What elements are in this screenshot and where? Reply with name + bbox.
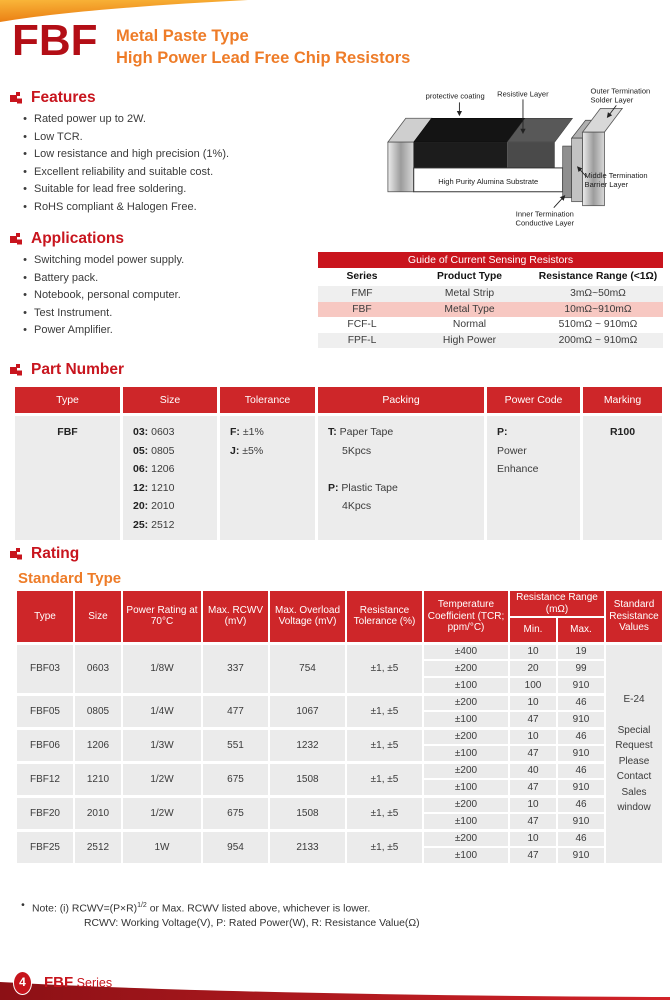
- rating-cell-overload: 1508: [269, 762, 346, 796]
- list-item: [18, 287, 184, 305]
- list-item-text: Switching model power supply.: [34, 254, 185, 266]
- rating-cell-standard: [605, 643, 663, 864]
- guide-table-cell: FBF: [352, 303, 372, 315]
- rating-cell-max: 99: [557, 660, 605, 677]
- rating-cell-max: 910: [557, 813, 605, 830]
- rating-cell-tcr: ±200: [423, 694, 509, 711]
- outer-termination-label-1: Outer Termination: [590, 86, 651, 96]
- resistive-layer-label: Resistive Layer: [497, 89, 549, 99]
- footer-series-code: FBF: [44, 974, 74, 991]
- rating-cell-tcr: ±100: [423, 847, 509, 864]
- part-number-cell: [15, 416, 120, 540]
- coating-front-face: [414, 142, 507, 168]
- standard-values-line: Request: [615, 740, 653, 752]
- page-title-line1: Metal Paste Type: [116, 27, 249, 45]
- rating-cell-max: 46: [557, 694, 605, 711]
- guide-table-cell: High Power: [442, 334, 497, 346]
- rating-cell-type: FBF05: [16, 694, 74, 728]
- rating-table-row: [16, 796, 663, 813]
- list-item: [18, 111, 229, 129]
- pn-col-type: Type: [15, 387, 120, 413]
- part-number-line: 5Kpcs: [342, 444, 372, 457]
- rating-cell-tolerance: ±1, ±5: [346, 643, 423, 694]
- rating-cell-min: 47: [509, 711, 557, 728]
- rating-cell-rcwv: 675: [202, 762, 269, 796]
- standard-values-line: [606, 707, 662, 723]
- footer-series-label: [44, 974, 112, 991]
- page-title-line2: High Power Lead Free Chip Resistors: [116, 49, 411, 67]
- part-number-cell: [487, 416, 580, 540]
- part-number-line: 12: 1210: [133, 481, 175, 494]
- rating-cell-max: 46: [557, 762, 605, 779]
- part-number-line: Power: [497, 444, 527, 457]
- note-superscript: 1/2: [137, 902, 147, 909]
- guide-table-row: [318, 333, 663, 349]
- rating-cell-min: 10: [509, 643, 557, 660]
- bullet-icon: •: [23, 324, 27, 337]
- rating-cell-rcwv: 337: [202, 643, 269, 694]
- part-number-table: [15, 387, 662, 540]
- guide-table-rows: [318, 286, 663, 348]
- list-item: [18, 199, 229, 217]
- note-line1: [16, 899, 656, 917]
- part-number-heading: [10, 361, 124, 379]
- part-number-cell: [123, 416, 217, 540]
- rating-table: [15, 589, 664, 865]
- applications-heading-label: Applications: [31, 230, 125, 247]
- rating-cell-rcwv: 954: [202, 830, 269, 864]
- rating-cell-max: 910: [557, 677, 605, 694]
- rating-cell-tolerance: ±1, ±5: [346, 830, 423, 864]
- rt-col-min: Min.: [509, 617, 557, 643]
- part-number-line: 03: 0603: [133, 426, 175, 438]
- standard-values-line: Sales: [621, 786, 647, 798]
- middle-termination-label-1: Middle Termination: [584, 170, 648, 180]
- rt-col-rcwv: Max. RCWV (mV): [202, 590, 269, 643]
- part-number-cell: [220, 416, 315, 540]
- guide-table-cell: 10mΩ~910mΩ: [564, 303, 632, 315]
- rating-cell-size: 1206: [74, 728, 122, 762]
- bullet-icon: •: [23, 254, 27, 266]
- list-item-text: RoHS compliant & Halogen Free.: [34, 200, 197, 213]
- rating-cell-rcwv: 551: [202, 728, 269, 762]
- part-number-line: 06: 1206: [133, 463, 175, 475]
- list-item-text: Power Amplifier.: [34, 324, 113, 337]
- section-squares-icon: [10, 364, 23, 377]
- pn-col-power-code: Power Code: [487, 387, 580, 413]
- list-item-text: Suitable for lead free soldering.: [34, 183, 187, 196]
- rating-table-row: [16, 694, 663, 711]
- bullet-icon: •: [23, 306, 27, 319]
- rt-col-max: Max.: [557, 617, 605, 643]
- rating-cell-power: 1/2W: [122, 796, 202, 830]
- rating-cell-min: 10: [509, 694, 557, 711]
- rating-cell-min: 40: [509, 762, 557, 779]
- note-line2: RCWV: Working Voltage(V), P: Rated Power(W), R: Resistance Value(Ω): [84, 917, 420, 929]
- rating-note: [16, 899, 656, 931]
- pn-col-tolerance: Tolerance: [220, 387, 315, 413]
- list-item: [18, 252, 184, 270]
- rating-table-row: [16, 643, 663, 660]
- rating-cell-tcr: ±100: [423, 745, 509, 762]
- inner-termination-layer: [563, 146, 572, 198]
- rating-cell-max: 910: [557, 847, 605, 864]
- list-item-text: Low resistance and high precision (1%).: [34, 148, 230, 161]
- rating-cell-power: 1/8W: [122, 643, 202, 694]
- rating-cell-tolerance: ±1, ±5: [346, 796, 423, 830]
- rating-cell-power: 1/4W: [122, 694, 202, 728]
- part-number-line: T: Paper Tape: [328, 426, 394, 438]
- rating-cell-tolerance: ±1, ±5: [346, 694, 423, 728]
- rating-cell-overload: 1232: [269, 728, 346, 762]
- inner-termination-label-2: Conductive Layer: [515, 218, 575, 228]
- rating-cell-overload: 1067: [269, 694, 346, 728]
- guide-table-cell: FPF-L: [347, 334, 377, 346]
- guide-table-header: [318, 268, 663, 286]
- features-heading-label: Features: [31, 89, 96, 106]
- list-item-text: Rated power up to 2W.: [34, 113, 146, 125]
- list-item-text: Low TCR.: [34, 130, 83, 143]
- list-item: [18, 146, 229, 164]
- section-squares-icon: [10, 92, 23, 105]
- part-number-line: P: Plastic Tape: [328, 481, 398, 494]
- note-line1-text: Note: (i) $RCWV=(P\times R)^{1/2}$ or Max. RCWV listed above, whichever is lower.: [32, 902, 371, 915]
- applications-heading: [10, 230, 124, 248]
- list-item: [18, 129, 229, 147]
- guide-table-cell: FCF-L: [347, 319, 377, 331]
- part-number-line: J: ±5%: [230, 444, 264, 457]
- rt-col-type: Type: [16, 590, 74, 643]
- section-squares-icon: [10, 548, 23, 561]
- standard-values-line: Contact: [616, 771, 652, 783]
- bullet-icon: •: [23, 200, 27, 213]
- rating-cell-size: 0805: [74, 694, 122, 728]
- rating-cell-min: 47: [509, 847, 557, 864]
- standard-values-line: E-24: [623, 693, 645, 705]
- rating-cell-type: FBF25: [16, 830, 74, 864]
- bullet-icon: •: [23, 165, 27, 178]
- rating-cell-type: FBF03: [16, 643, 74, 694]
- middle-termination-layer: [572, 138, 583, 202]
- bullet-icon: •: [23, 130, 27, 143]
- footer-series-text: Series: [76, 976, 113, 990]
- bullet-icon: •: [23, 148, 27, 161]
- part-number-line: FBF: [57, 426, 78, 438]
- callout-line: [554, 196, 565, 208]
- rating-cell-tcr: ±400: [423, 643, 509, 660]
- list-item-text: Battery pack.: [34, 271, 99, 284]
- rating-cell-max: 46: [557, 830, 605, 847]
- rating-cell-tcr: ±200: [423, 830, 509, 847]
- rt-col-tcr: Temperature Coefficient (TCR; ppm/°C): [423, 590, 509, 643]
- guide-col-resistance-range: Resistance Range (<1Ω): [538, 271, 658, 282]
- rating-cell-max: 19: [557, 643, 605, 660]
- rating-table-body: [16, 643, 663, 864]
- rt-col-range: Resistance Range (mΩ): [509, 590, 605, 617]
- list-item-text: Test Instrument.: [34, 306, 113, 319]
- guide-table-cell: Metal Strip: [444, 288, 495, 299]
- list-item: [18, 305, 184, 323]
- rating-cell-max: 46: [557, 796, 605, 813]
- guide-table-cell: 510mΩ ~ 910mΩ: [558, 319, 638, 331]
- rating-cell-min: 20: [509, 660, 557, 677]
- applications-list: [18, 252, 184, 340]
- part-number-line: Enhance: [497, 463, 539, 475]
- features-list: [18, 111, 229, 217]
- rt-col-overload: Max. Overload Voltage (mV): [269, 590, 346, 643]
- part-number-cell: [583, 416, 662, 540]
- rating-cell-tolerance: ±1, ±5: [346, 762, 423, 796]
- inner-termination-label-1: Inner Termination: [515, 209, 574, 219]
- rating-cell-overload: 2133: [269, 830, 346, 864]
- part-number-line: 4Kpcs: [342, 500, 372, 512]
- features-heading: [10, 89, 96, 107]
- rating-heading-label: Rating: [31, 545, 80, 562]
- guide-table-cell: 3mΩ~50mΩ: [570, 288, 626, 299]
- rating-cell-max: 910: [557, 711, 605, 728]
- rating-table-row: [16, 830, 663, 847]
- rating-cell-type: FBF12: [16, 762, 74, 796]
- part-number-heading-label: Part Number: [31, 361, 125, 378]
- list-item: [18, 181, 229, 199]
- section-squares-icon: [10, 233, 23, 246]
- rating-cell-min: 10: [509, 830, 557, 847]
- rating-table-header: [16, 590, 663, 643]
- rating-cell-min: 100: [509, 677, 557, 694]
- list-item-text: Excellent reliability and suitable cost.: [34, 165, 214, 178]
- rating-cell-power: 1/2W: [122, 762, 202, 796]
- standard-values-line: window: [617, 802, 651, 814]
- part-number-line: R100: [609, 426, 636, 438]
- list-item: [18, 164, 229, 182]
- rating-cell-size: 1210: [74, 762, 122, 796]
- part-number-cell: [318, 416, 484, 540]
- rating-cell-max: 46: [557, 728, 605, 745]
- rating-cell-min: 10: [509, 728, 557, 745]
- rt-col-power: Power Rating at 70°C: [122, 590, 202, 643]
- pn-col-size: Size: [123, 387, 217, 413]
- rating-cell-overload: 754: [269, 643, 346, 694]
- rating-cell-tcr: ±200: [423, 796, 509, 813]
- list-item: [18, 270, 184, 288]
- rating-cell-overload: 1508: [269, 796, 346, 830]
- part-number-line: [328, 460, 480, 479]
- rating-cell-size: 2512: [74, 830, 122, 864]
- rt-col-tolerance: Resistance Tolerance (%): [346, 590, 423, 643]
- guide-table-cell: Normal: [452, 319, 487, 331]
- rating-cell-tcr: ±200: [423, 762, 509, 779]
- rating-cell-rcwv: 675: [202, 796, 269, 830]
- bullet-icon: •: [23, 289, 27, 302]
- rating-cell-max: 910: [557, 779, 605, 796]
- guide-table-row: [318, 317, 663, 333]
- guide-table-row: [318, 302, 663, 318]
- part-number-line: 05: 0805: [133, 444, 175, 457]
- rating-cell-min: 47: [509, 745, 557, 762]
- resistor-structure-diagram: [374, 84, 664, 230]
- standard-values-line: Special: [617, 724, 651, 736]
- substrate-label: High Purity Alumina Substrate: [438, 176, 539, 186]
- rating-cell-tcr: ±100: [423, 677, 509, 694]
- part-number-line: 25: 2512: [133, 518, 175, 531]
- resistive-front-face: [507, 142, 555, 168]
- rating-cell-rcwv: 477: [202, 694, 269, 728]
- guide-table-row: [318, 286, 663, 302]
- pn-col-packing: Packing: [318, 387, 484, 413]
- part-number-line: P:: [497, 426, 508, 438]
- page-title: [116, 25, 410, 69]
- rating-cell-tcr: ±200: [423, 728, 509, 745]
- rating-cell-min: 10: [509, 796, 557, 813]
- outer-termination-label-2: Solder Layer: [590, 95, 634, 105]
- guide-table: [318, 252, 663, 348]
- pn-col-marking: Marking: [583, 387, 662, 413]
- guide-col-series: Series: [346, 271, 378, 282]
- part-number-line: F: ±1%: [230, 426, 264, 438]
- middle-termination-label-2: Barrier Layer: [584, 179, 629, 189]
- rating-cell-tcr: ±100: [423, 779, 509, 796]
- list-item-text: Notebook, personal computer.: [34, 289, 181, 302]
- part-number-line: 20: 2010: [133, 500, 175, 512]
- page-number-badge: 4: [13, 971, 32, 995]
- rating-cell-min: 47: [509, 813, 557, 830]
- rating-cell-power: 1W: [122, 830, 202, 864]
- bullet-icon: •: [23, 183, 27, 196]
- rating-cell-tolerance: ±1, ±5: [346, 728, 423, 762]
- rating-cell-power: 1/3W: [122, 728, 202, 762]
- product-code-logo: FBF: [12, 16, 98, 65]
- rating-table-row: [16, 728, 663, 745]
- rt-col-size: Size: [74, 590, 122, 643]
- rating-cell-type: FBF20: [16, 796, 74, 830]
- list-item: [18, 322, 184, 340]
- rating-cell-tcr: ±100: [423, 813, 509, 830]
- rating-cell-type: FBF06: [16, 728, 74, 762]
- left-cap-front: [388, 142, 414, 192]
- rating-heading: [10, 545, 79, 563]
- guide-table-cell: FMF: [351, 288, 373, 299]
- standard-values-line: Please: [618, 755, 650, 767]
- rating-cell-tcr: ±100: [423, 711, 509, 728]
- rating-cell-min: 47: [509, 779, 557, 796]
- standard-type-subheading: Standard Type: [18, 570, 122, 587]
- rt-col-standard: Standard Resistance Values: [605, 590, 663, 643]
- bullet-icon: •: [23, 113, 27, 125]
- guide-table-title: Guide of Current Sensing Resistors: [318, 252, 663, 268]
- bullet-icon: •: [23, 271, 27, 284]
- rating-cell-max: 910: [557, 745, 605, 762]
- guide-table-cell: Metal Type: [444, 303, 495, 315]
- rating-cell-size: 0603: [74, 643, 122, 694]
- rating-cell-tcr: ±200: [423, 660, 509, 677]
- guide-table-cell: 200mΩ ~ 910mΩ: [558, 334, 638, 346]
- top-swoosh-decoration: [0, 0, 670, 26]
- guide-col-product-type: Product Type: [436, 271, 503, 282]
- rating-cell-size: 2010: [74, 796, 122, 830]
- protective-coating-layer: [414, 118, 525, 142]
- rating-table-row: [16, 762, 663, 779]
- protective-coating-label: protective coating: [425, 91, 485, 101]
- bullet-icon: •: [21, 900, 25, 911]
- outer-termination-layer: [583, 132, 605, 205]
